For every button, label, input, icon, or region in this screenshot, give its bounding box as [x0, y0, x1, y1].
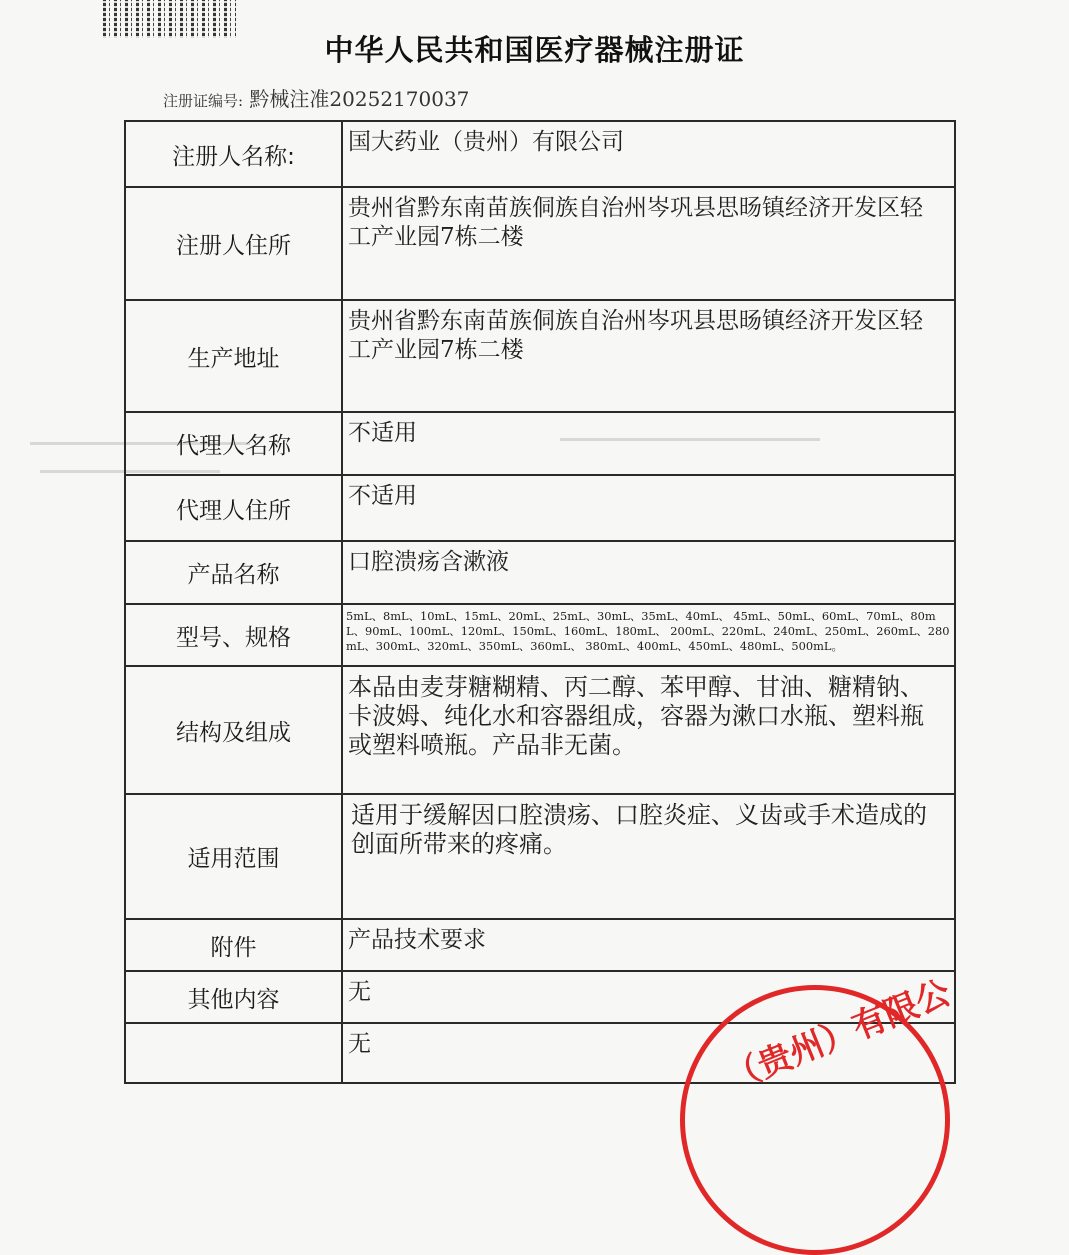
row-value-attachment: 产品技术要求 — [342, 919, 955, 971]
certificate-table — [124, 120, 956, 1084]
table-row — [125, 412, 955, 475]
row-value-product-name: 口腔溃疡含漱液 — [342, 541, 955, 604]
row-label-other-content: 其他内容 — [125, 971, 342, 1023]
table-row — [125, 666, 955, 794]
row-value-other-content: 无 — [342, 971, 955, 1023]
row-value-remarks: 无 — [342, 1023, 955, 1083]
row-label-agent-address: 代理人住所 — [125, 475, 342, 541]
row-value-model-spec: 5mL、8mL、10mL、15mL、20mL、25mL、30mL、35mL、40mL、 45mL、50mL、60mL、70mL、80mL、90mL、100mL、120mL、150mL、160mL、180mL、 200mL、220mL、240mL、250mL、260mL、280mL、300mL、320mL、350mL、360mL、 380mL、400mL、450mL、480mL、500mL。 — [342, 604, 955, 666]
registration-number-line — [163, 83, 469, 112]
row-label-product-name: 产品名称 — [125, 541, 342, 604]
row-value-agent-name: 不适用 — [342, 412, 955, 475]
table-row — [125, 187, 955, 300]
row-value-scope-of-application: 适用于缓解因口腔溃疡、口腔炎症、义齿或手术造成的创面所带来的疼痛。 — [342, 794, 955, 919]
registration-number-value: 黔械注准20252170037 — [249, 87, 470, 111]
row-label-agent-name: 代理人名称 — [125, 412, 342, 475]
table-row — [125, 300, 955, 412]
table-row — [125, 604, 955, 666]
row-label-scope-of-application: 适用范围 — [125, 794, 342, 919]
row-value-registrant-address: 贵州省黔东南苗族侗族自治州岑巩县思旸镇经济开发区轻工产业园7栋二楼 — [342, 187, 955, 300]
seal-text: （贵州）有限公 — [720, 972, 957, 1099]
row-label-registrant-address: 注册人住所 — [125, 187, 342, 300]
table-row — [125, 794, 955, 919]
certificate-title: 中华人民共和国医疗器械注册证 — [324, 33, 745, 67]
table-row — [125, 121, 955, 187]
registration-number-label: 注册证编号: — [163, 92, 244, 110]
table-row — [125, 541, 955, 604]
row-label-production-address: 生产地址 — [125, 300, 342, 412]
table-row — [125, 475, 955, 541]
row-label-registrant-name: 注册人名称: — [125, 121, 342, 187]
row-label-attachment: 附件 — [125, 919, 342, 971]
row-value-production-address: 贵州省黔东南苗族侗族自治州岑巩县思旸镇经济开发区轻工产业园7栋二楼 — [342, 300, 955, 412]
table-row — [125, 919, 955, 971]
row-label-model-spec: 型号、规格 — [125, 604, 342, 666]
row-value-agent-address: 不适用 — [342, 475, 955, 541]
row-label-structure-composition: 结构及组成 — [125, 666, 342, 794]
row-value-registrant-name: 国大药业（贵州）有限公司 — [342, 121, 955, 187]
row-value-structure-composition: 本品由麦芽糖糊精、丙二醇、苯甲醇、甘油、糖精钠、卡波姆、纯化水和容器组成，容器为漱口水瓶、塑料瓶或塑料喷瓶。产品非无菌。 — [342, 666, 955, 794]
row-label-remarks — [125, 1023, 342, 1083]
